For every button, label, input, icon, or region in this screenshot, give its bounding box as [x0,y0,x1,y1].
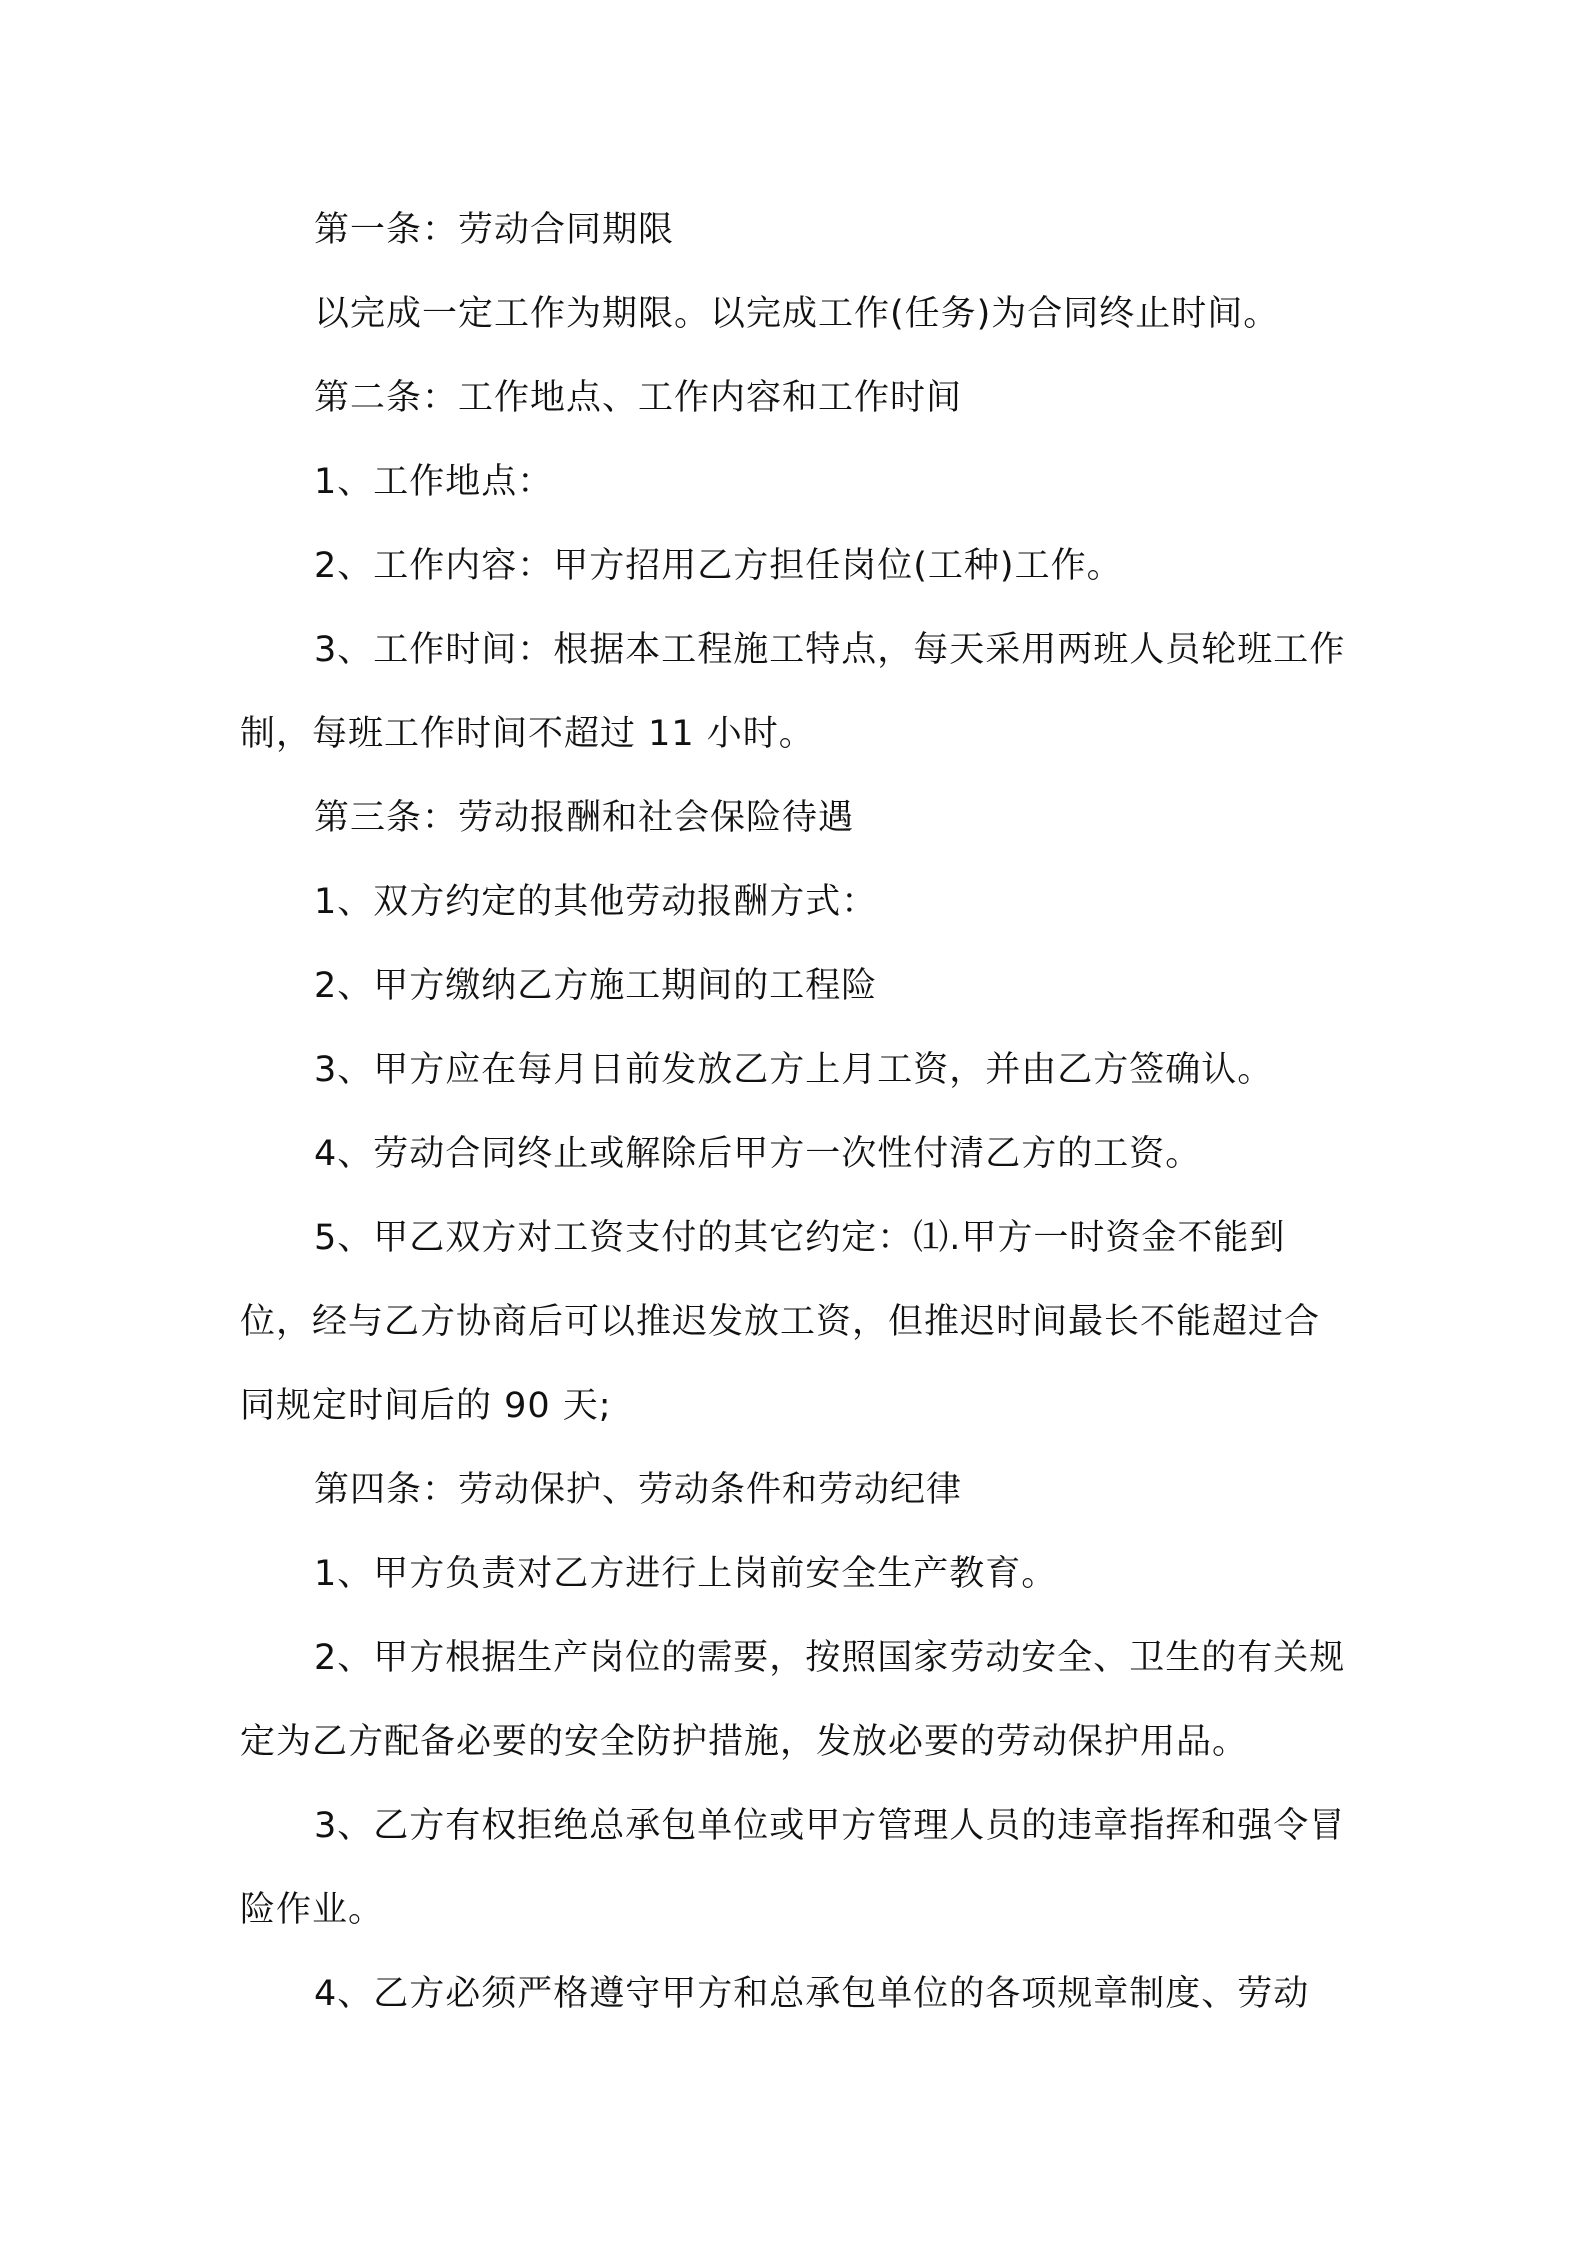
document-body [240,188,1352,2036]
paragraph-comply-rules: 4、乙方必须严格遵守甲方和总承包单位的各项规章制度、劳动 [314,1974,1310,2014]
paragraph-work-location: 1、工作地点： [314,462,554,502]
paragraph-final-pay: 4、劳动合同终止或解除后甲方一次性付清乙方的工资。 [314,1134,1202,1174]
paragraph-work-hours: 3、工作时间：根据本工程施工特点，每天采用两班人员轮班工作制，每班工作时间不超过 11 小时。 [240,630,1346,754]
article-4-heading: 第四条：劳动保护、劳动条件和劳动纪律 [314,1470,963,1510]
paragraph-protective-equipment: 2、甲方根据生产岗位的需要，按照国家劳动安全、卫生的有关规定为乙方配备必要的安全防护措施，发放必要的劳动保护用品。 [240,1638,1346,1762]
paragraph-refuse-unsafe-work: 3、乙方有权拒绝总承包单位或甲方管理人员的违章指挥和强令冒险作业。 [240,1806,1346,1930]
paragraph-pay-date: 3、甲方应在每月日前发放乙方上月工资，并由乙方签确认。 [314,1050,1274,1090]
paragraph-other-pay-terms: 5、甲乙双方对工资支付的其它约定：⑴.甲方一时资金不能到位，经与乙方协商后可以推迟发放工资，但推迟时间最长不能超过合同规定时间后的 90 天; [240,1218,1321,1426]
article-3-heading: 第三条：劳动报酬和社会保险待遇 [314,798,855,838]
paragraph-safety-education: 1、甲方负责对乙方进行上岗前安全生产教育。 [314,1554,1058,1594]
paragraph-insurance: 2、甲方缴纳乙方施工期间的工程险 [314,966,878,1006]
paragraph-pay-method: 1、双方约定的其他劳动报酬方式： [314,882,878,922]
article-2-heading: 第二条：工作地点、工作内容和工作时间 [314,378,963,418]
paragraph-work-content: 2、工作内容：甲方招用乙方担任岗位(工种)工作。 [314,546,1123,586]
article-1-heading: 第一条：劳动合同期限 [314,210,675,250]
paragraph-term: 以完成一定工作为期限。以完成工作(任务)为合同终止时间。 [314,294,1280,334]
